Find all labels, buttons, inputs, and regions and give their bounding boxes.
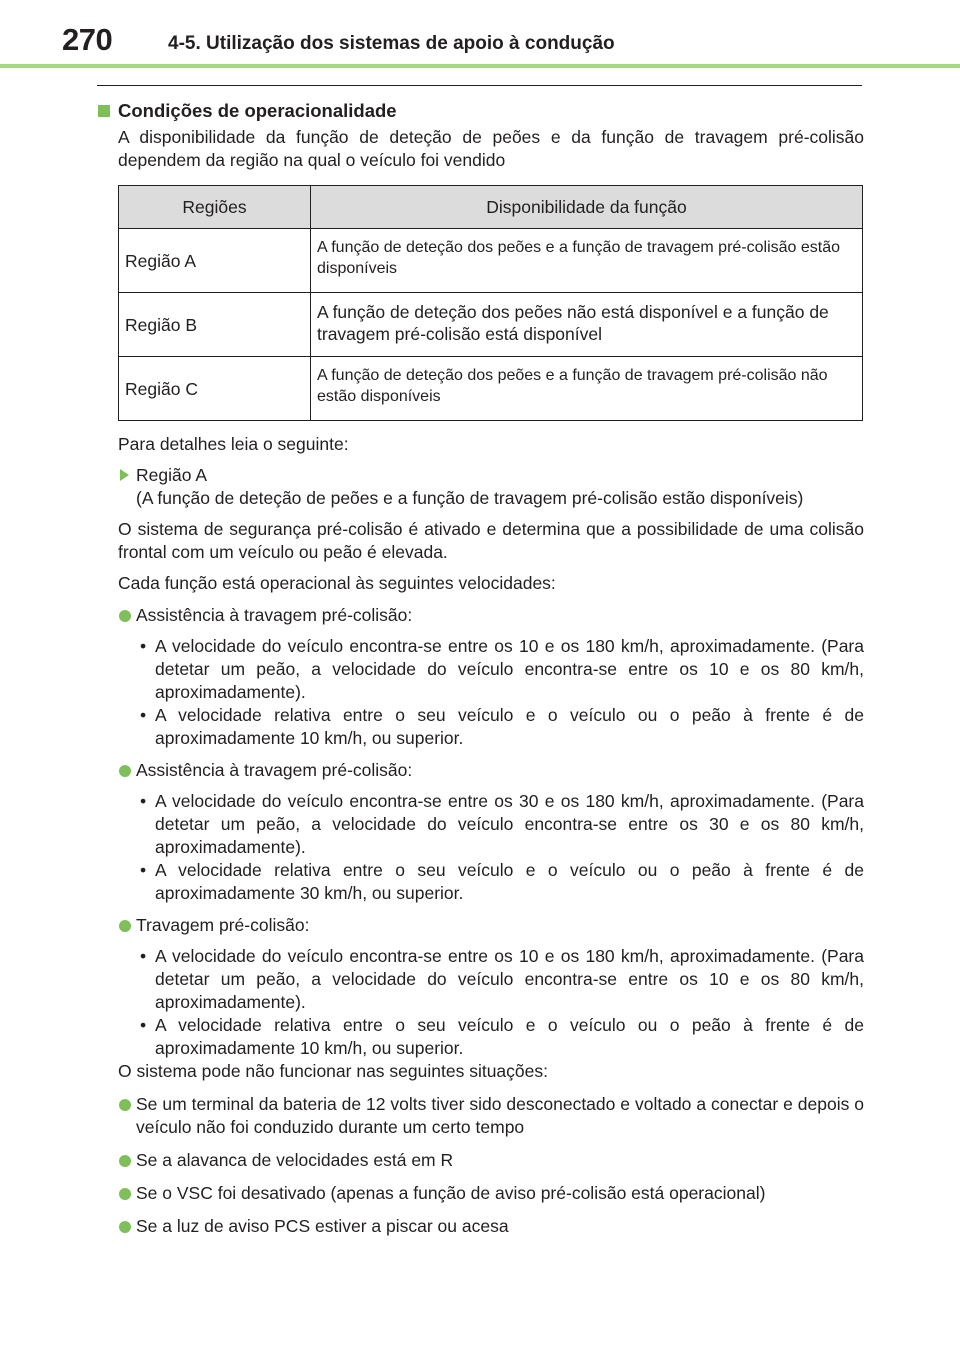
function-item xyxy=(118,914,864,937)
availability-cell: A função de deteção dos peões e a função de travagem pré-colisão não estão disponíveis xyxy=(311,357,863,421)
section-heading xyxy=(97,98,864,124)
table-header-row xyxy=(119,186,863,229)
list-item-text: A velocidade relativa entre o seu veículo e o veículo ou o peão à frente é de aproximadamente 10 km/h, ou superior. xyxy=(155,1015,864,1058)
situation-item xyxy=(118,1149,864,1172)
page-header xyxy=(0,0,960,68)
function-title: Assistência à travagem pré-colisão: xyxy=(136,605,413,625)
situation-item xyxy=(118,1093,864,1139)
list-item: • A velocidade relativa entre o seu veículo e o veículo ou o peão à frente é de aproximadamente 30 km/h, ou superior. xyxy=(140,860,864,903)
region-cell: Região C xyxy=(119,357,311,421)
dot-bullet-icon xyxy=(119,1099,131,1111)
function-title: Assistência à travagem pré-colisão: xyxy=(136,760,413,780)
paragraph: Cada função está operacional às seguintes velocidades: xyxy=(118,573,556,593)
situation-text: Se a alavanca de velocidades está em R xyxy=(136,1150,454,1170)
page-content xyxy=(97,98,864,1238)
region-cell: Região A xyxy=(119,229,311,293)
table-row xyxy=(119,357,863,421)
situation-text: Se a luz de aviso PCS estiver a piscar ou acesa xyxy=(136,1216,509,1236)
section-intro: A disponibilidade da função de deteção de peões e da função de travagem pré-colisão dependem da região na qual o veículo foi vendido xyxy=(118,127,864,170)
list-item: • A velocidade do veículo encontra-se entre os 10 e os 180 km/h, aproximadamente. (Para detetar um peão, a velocidade do veículo encontra-se entre os 10 e os 80 km/h, aproximadamente). xyxy=(140,636,864,702)
table-row xyxy=(119,229,863,293)
region-a-heading xyxy=(118,464,864,510)
situation-text: Se o VSC foi desativado (apenas a função de aviso pré-colisão está operacional) xyxy=(136,1183,766,1203)
availability-table xyxy=(118,185,863,421)
header-rule xyxy=(0,64,960,68)
details-intro: Para detalhes leia o seguinte: xyxy=(118,434,349,454)
list-item: • A velocidade do veículo encontra-se entre os 30 e os 180 km/h, aproximadamente. (Para detetar um peão, a velocidade do veículo encontra-se entre os 30 e os 80 km/h, aproximadamente). xyxy=(140,791,864,857)
dot-bullet-icon xyxy=(119,1221,131,1233)
region-a-title: Região A xyxy=(136,465,208,485)
dot-bullet-icon xyxy=(119,1188,131,1200)
list-item: • A velocidade relativa entre o seu veículo e o veículo ou o peão à frente é de aproximadamente 10 km/h, ou superior. xyxy=(140,1015,864,1058)
chapter-title: 4-5. Utilização dos sistemas de apoio à condução xyxy=(168,33,615,54)
situation-text: Se um terminal da bateria de 12 volts tiver sido desconectado e voltado a conectar e depois o veículo não foi conduzido durante um certo tempo xyxy=(136,1094,864,1137)
list-item-text: A velocidade relativa entre o seu veículo e o veículo ou o peão à frente é de aproximadamente 30 km/h, ou superior. xyxy=(155,860,864,903)
list-item-text: A velocidade do veículo encontra-se entre os 10 e os 180 km/h, aproximadamente. (Para detetar um peão, a velocidade do veículo encontra-se entre os 10 e os 80 km/h, aproximadamente). xyxy=(155,636,864,702)
column-header: Disponibilidade da função xyxy=(311,186,863,229)
column-header: Regiões xyxy=(119,186,311,229)
divider xyxy=(97,85,862,86)
region-cell: Região B xyxy=(119,293,311,357)
list-item: • A velocidade do veículo encontra-se entre os 10 e os 180 km/h, aproximadamente. (Para detetar um peão, a velocidade do veículo encontra-se entre os 10 e os 80 km/h, aproximadamente). xyxy=(140,946,864,1012)
square-bullet-icon xyxy=(98,105,110,117)
dot-bullet-icon xyxy=(119,920,131,932)
list-item: • A velocidade relativa entre o seu veículo e o veículo ou o peão à frente é de aproximadamente 10 km/h, ou superior. xyxy=(140,705,864,748)
availability-cell: A função de deteção dos peões e a função de travagem pré-colisão estão disponíveis xyxy=(311,229,863,293)
list-item-text: A velocidade relativa entre o seu veículo e o veículo ou o peão à frente é de aproximadamente 10 km/h, ou superior. xyxy=(155,705,864,748)
region-a-subtitle: (A função de deteção de peões e a função de travagem pré-colisão estão disponíveis) xyxy=(136,488,804,508)
dot-bullet-icon xyxy=(119,1155,131,1167)
list-item-text: A velocidade do veículo encontra-se entre os 30 e os 180 km/h, aproximadamente. (Para detetar um peão, a velocidade do veículo encontra-se entre os 30 e os 80 km/h, aproximadamente). xyxy=(155,791,864,857)
function-item xyxy=(118,759,864,782)
dot-bullet-icon xyxy=(119,765,131,777)
function-item xyxy=(118,604,864,627)
section-title: Condições de operacionalidade xyxy=(118,100,397,121)
situation-item xyxy=(118,1215,864,1238)
situation-item xyxy=(118,1182,864,1205)
paragraph: O sistema pode não funcionar nas seguintes situações: xyxy=(118,1061,548,1081)
page-number: 270 xyxy=(62,22,113,57)
dot-bullet-icon xyxy=(119,610,131,622)
table-row xyxy=(119,293,863,357)
paragraph: O sistema de segurança pré-colisão é ativado e determina que a possibilidade de uma colisão frontal com um veículo ou peão é elevada. xyxy=(118,519,864,562)
arrow-bullet-icon xyxy=(120,469,129,481)
list-item-text: A velocidade do veículo encontra-se entre os 10 e os 180 km/h, aproximadamente. (Para detetar um peão, a velocidade do veículo encontra-se entre os 10 e os 80 km/h, aproximadamente). xyxy=(155,946,864,1012)
availability-cell: A função de deteção dos peões não está disponível e a função de travagem pré-colisão está disponível xyxy=(311,293,863,357)
function-title: Travagem pré-colisão: xyxy=(136,915,310,935)
